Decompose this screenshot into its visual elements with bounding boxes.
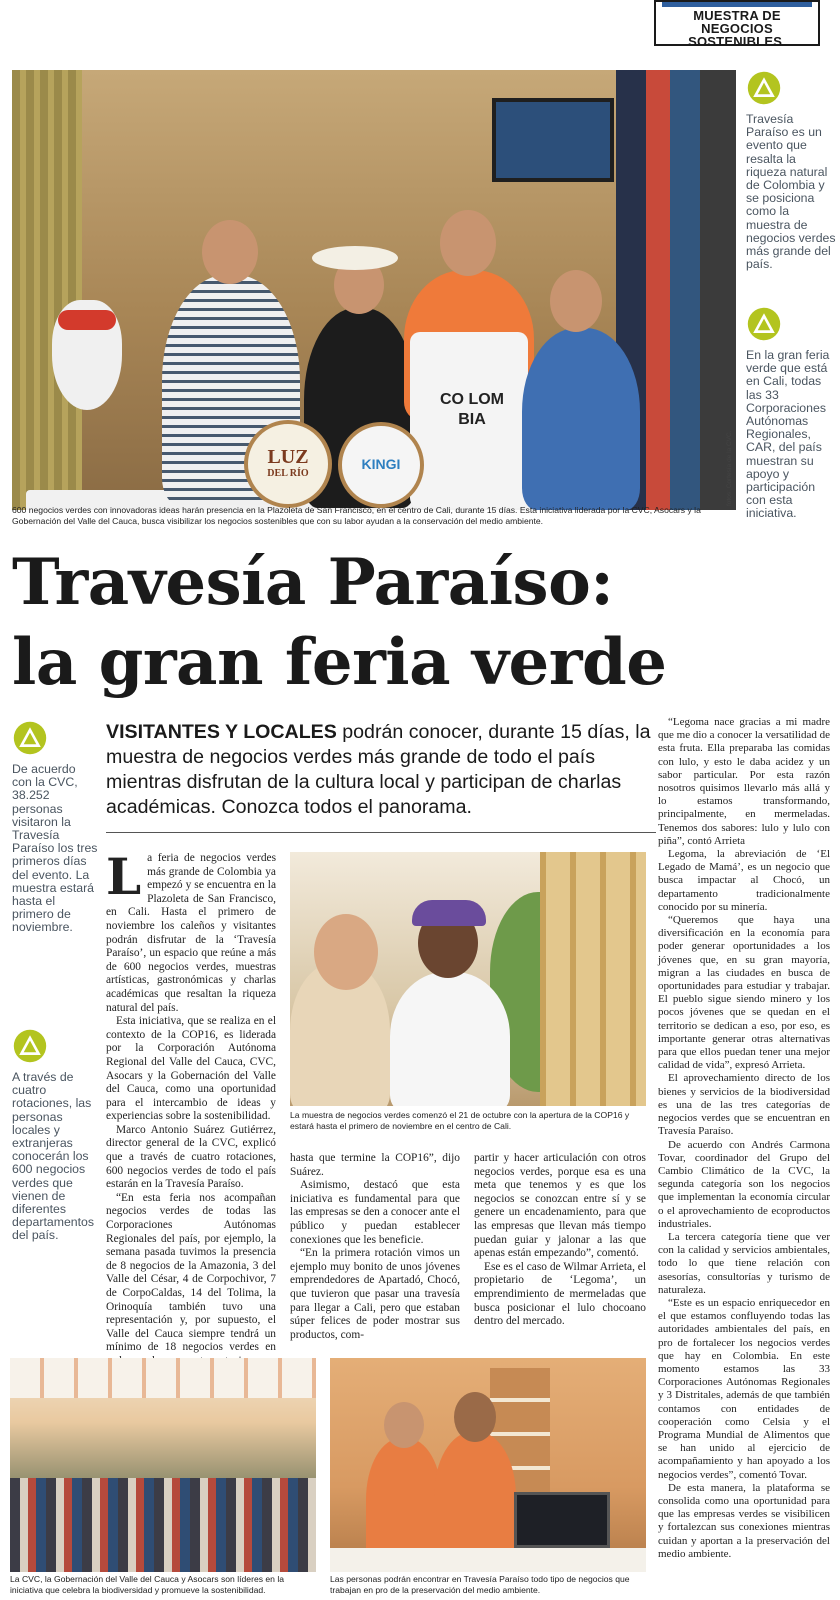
- tent-roof: [10, 1358, 316, 1398]
- article-paragraph: Esta iniciativa, que se realiza en el contexto de la COP16, es liderada por la Corporación Autónoma Regional del Valle del Cauca, CVC, Asocars y la Gobernación del Valle del Cauca, como una oportunidad para el intercambio de ideas y experiencias sobre la sostenibilidad.: [106, 1015, 276, 1123]
- article-paragraph: Marco Antonio Suárez Gutiérrez, director general de la CVC, explicó que a través de cuatro rotaciones, 600 negocios verdes de todo el país estarán en la Travesía Paraíso.: [106, 1123, 276, 1191]
- sidebar-right-note-2-text: En la gran feria verde que está en Cali, todas las 33 Corporaciones Autónomas Regionales, CAR, del país muestran su apoyo y participación con esta iniciativa.: [746, 348, 830, 521]
- leaf-badge-icon: [746, 306, 782, 342]
- middle-photo-caption: La muestra de negocios verdes comenzó el 21 de octubre con la apertura de la COP16 y estará hasta el primero de noviembre en el centro de Cali.: [290, 1110, 630, 1131]
- sidebar-right-note-1: [746, 70, 836, 271]
- photo-credit: fotos: Cortesía de la CVC.: [726, 430, 733, 506]
- deck-divider: [106, 832, 656, 833]
- top-photo-caption: 600 negocios verdes con innovadoras ideas harán presencia en la Plazoleta de San Francisco, en el centro de Cali, durante 15 días. Esta iniciativa liderada por la CVC, Asocars y la Gobernación del Valle del Cauca, busca visibilizar los negocios sostenibles que con su labor ayudan a la conservación del medio ambiente.: [12, 505, 701, 526]
- middle-photo: [290, 852, 646, 1106]
- luz-del-rio-sign: [244, 420, 332, 508]
- article-column-1: [106, 847, 276, 1369]
- article-paragraph: La tercera categoría tiene que ver con la calidad y servicios ambientales, todo lo que tiene relación con asesorías, consultorías y turismo de naturaleza.: [658, 1230, 830, 1296]
- article-paragraph: “Legoma nace gracias a mi madre que me dio a conocer la versatilidad de esta fruta. Ella preparaba las comidas con lulo, y esto le daba acidez y un sabor particular. Por esta razón nosotros quisimos llevarlo más allá y lo estamos transformando, principalmente, en mermeladas. Tenemos dos sabores: lulo y lulo con piña”, contó Arrieta: [658, 716, 830, 847]
- article-paragraph: Legoma, la abreviación de ‘El Legado de Mamá’, es un negocio que busca impactar al Chocó, un departamento tradicionalmente conocido por su minería.: [658, 848, 830, 913]
- hat-shape: [312, 246, 398, 270]
- headline-line2: la gran feria verde: [12, 625, 667, 700]
- bottom-left-photo: [10, 1358, 316, 1572]
- drop-cap: L: [106, 847, 142, 906]
- bottom-right-photo: [330, 1358, 646, 1572]
- deck: [106, 720, 656, 820]
- article-paragraph: Ese es el caso de Wilmar Arrieta, el propietario de ‘Legoma’, un emprendimiento de mermeladas que busca posicionar el lulo chocoano dentro del mercado.: [474, 1260, 646, 1328]
- bottom-right-photo-caption: Las personas podrán encontrar en Travesía Paraíso todo tipo de negocios que trabajan en pro de la preservación del medio ambiente.: [330, 1574, 630, 1595]
- sidebar-left-note-2: [12, 1028, 98, 1243]
- article-paragraph: El aprovechamiento directo de los bienes y servicios de la biodiversidad es una de las tres categorías de negocios verdes que se encuentran en Travesía Paraíso.: [658, 1072, 830, 1138]
- top-photo: [12, 70, 736, 510]
- section-label-line1: MUESTRA DE: [693, 8, 781, 23]
- article-column-4: [658, 716, 830, 1561]
- sidebar-left-note-1: [12, 720, 98, 935]
- person-4: [522, 328, 640, 510]
- bottom-left-photo-caption: La CVC, la Gobernación del Valle del Cauca y Asocars son líderes en la iniciativa que celebra la biodiversidad y promueve la sostenibilidad.: [10, 1574, 285, 1595]
- article-paragraph: partir y hacer articulación con otros negocios verdes, porque esa es una meta que tenemos y es que los negocios se conozcan entre sí y se genere un encadenamiento, para que las empresas que llevan más tiempo puedan guiar y jalonar a las que apenas están empezando”, comentó.: [474, 1152, 646, 1260]
- article-paragraph: “Queremos que haya una diversificación en la economía para poder generar oportunidades a los jóvenes que, en su gran mayoría, migran a las ciudades en busca de oportunidades para estudiar y trabajar. El pueblo sigue siendo minero y los pocos jóvenes que se quedan en el territorio se dedican a eso, por eso, es importante generar otras alternativas para que ellos puedan tener una mejor calidad de vida”, expresó Arrieta.: [658, 914, 830, 1072]
- article-paragraph: Asimismo, destacó que esta iniciativa es fundamental para que las empresas se den a conocer ante el público y puedan establecer conexiones que les beneficie.: [290, 1179, 460, 1246]
- screen-shape: [492, 98, 614, 182]
- luz-del-rio-line1: LUZ: [267, 446, 309, 468]
- leaf-badge-icon: [12, 720, 48, 756]
- article-paragraph: “Este es un espacio enriquecedor en el que estamos confluyendo todas las autoridades ambientales del país, en pro de fortalecer los negocios verdes que hay en Colombia. En este momento estamos las 33 Corporaciones Autónomas Regionales y 3 Distritales, además de que también contamos con entidades de cooperación como Celsia y el Programa Mundial de Alimentos que se han unido al ejercicio de acompañamiento y han apoyado a los negocios verdes”, comentó Tovar.: [658, 1296, 830, 1481]
- crowd-shape: [10, 1478, 316, 1572]
- woman-head: [314, 914, 378, 990]
- shirt-text: CO LOM BIA: [440, 391, 504, 428]
- sidebar-left-note-2-text: A través de cuatro rotaciones, las personas locales y extranjeras conocerán los 600 negocios verdes que vienen de diferentes departamentos del país.: [12, 1070, 95, 1243]
- article-paragraph: De esta manera, la plataforma se consolida como una oportunidad para que las empresas verdes se visibilicen y fortalezcan sus conexiones mientras cuidan y aportan a la preservación del medio ambiente.: [658, 1481, 830, 1560]
- leaf-badge-icon: [746, 70, 782, 106]
- person-3-head: [440, 210, 496, 276]
- shelf-shape: [540, 852, 646, 1106]
- kingi-sign: KINGI: [338, 422, 424, 508]
- paragraph-text: a feria de negocios verdes más grande de Colombia ya empezó y se encuentra en la Plazoleta de San Francisco, en Cali. Hasta el primero de noviembre los caleños y visitantes podrán disfrutar de la ‘Travesía Paraíso’, un espacio que reúne a más de 600 negocios verdes, muestras artísticas, gastronómicas y charlas académicas que resaltan la riqueza natural del país.: [106, 852, 276, 1014]
- deck-text: podrán conocer, durante 15 días, la muestra de negocios verdes más grande de todo el país mientras disfrutan de la cultura local y participan de charlas académicas. Conozca todos el panorama.: [106, 721, 651, 818]
- sidebar-right-note-2: [746, 306, 836, 521]
- article-paragraph: “En esta feria nos acompañan negocios verdes de todas las Corporaciones Autónomas Regionales del país, por ejemplo, la semana pasada tuvimos la presencia de 8 negocios de la Amazonia, 3 del Valle del César, 4 de Corpochivor, 7 de CorpoCaldas, 14 del Tolima, la Orinoquía también tuvo una representación y, por supuesto, el Valle del Cauca siempre tendrá un mínimo de 18 negocios verdes en: [106, 1191, 276, 1354]
- person-4-head: [550, 270, 602, 332]
- woman-head: [384, 1402, 424, 1448]
- deck-lead: VISITANTES Y LOCALES: [106, 721, 337, 743]
- article-paragraph: “En la primera rotación vimos un ejemplo muy bonito de unos jóvenes emprendedores de Apartadó, Chocó, que tuvieron que pasar una travesía para llegar a Cali, pero que estaban súper felices de poder mostrar sus productos, com-: [290, 1247, 460, 1341]
- man-head: [454, 1392, 496, 1442]
- man-figure: [390, 972, 510, 1106]
- sidebar-right-note-1-text: Travesía Paraíso es un evento que resalta la riqueza natural de Colombia y se posiciona como la muestra de negocios verdes más grande del país.: [746, 112, 836, 272]
- article-paragraph: [106, 847, 276, 1015]
- table-shape: [330, 1548, 646, 1572]
- person-1-head: [202, 220, 258, 284]
- cap-shape: [412, 900, 486, 926]
- sidebar-left-note-1-text: De acuerdo con la CVC, 38.252 personas visitaron la Travesía Paraíso los tres primeros días del evento. La muestra estará hasta el primero de noviembre.: [12, 762, 98, 935]
- leaf-badge-icon: [12, 1028, 48, 1064]
- bird-head-accent: [58, 310, 116, 330]
- luz-del-rio-line2: DEL RÍO: [267, 468, 309, 479]
- headline: [12, 543, 830, 703]
- article-column-3: [474, 1152, 646, 1329]
- article-paragraph: De acuerdo con Andrés Carmona Tovar, coordinador del Grupo del Cambio Climático de la CVC, la segunda categoría son los negocios que implementan la economía circular o el aprovechamiento de ecoproductos industriales.: [658, 1138, 830, 1230]
- article-paragraph: hasta que termine la COP16”, dijo Suárez.: [290, 1152, 460, 1178]
- monitor-shape: [514, 1492, 610, 1548]
- section-label-bar: [662, 2, 812, 7]
- section-label-line2: NEGOCIOS: [701, 21, 773, 36]
- headline-line1: Travesía Paraíso:: [12, 545, 614, 620]
- section-label-line3: SOSTENIBLES.: [688, 34, 786, 49]
- article-column-2: [290, 1152, 460, 1342]
- section-label-box: [654, 0, 820, 49]
